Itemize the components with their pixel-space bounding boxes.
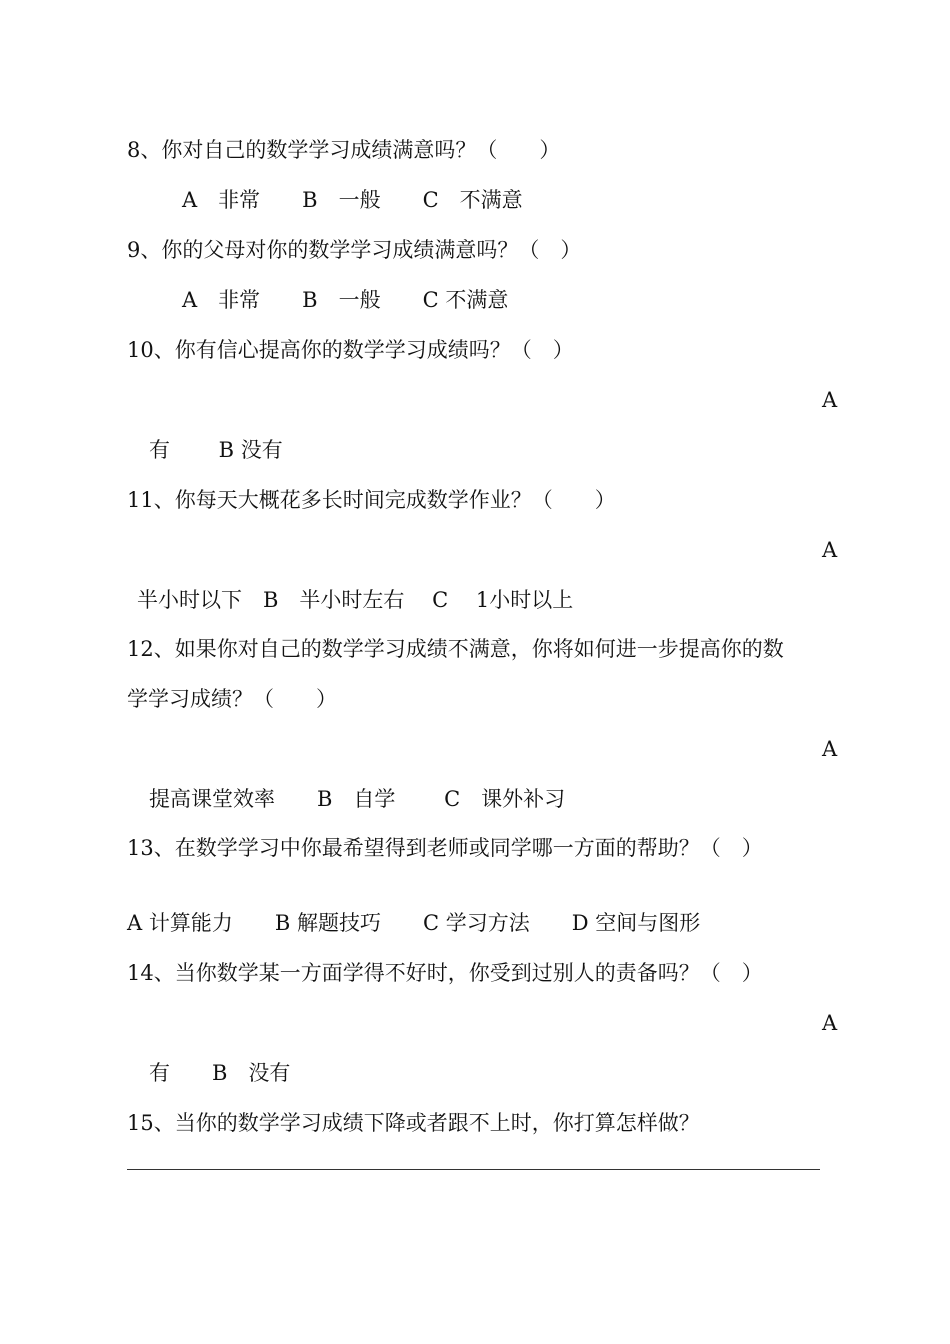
question-10-options: 有 B 没有 xyxy=(149,438,283,462)
question-13-options: A 计算能力 B 解题技巧 C 学习方法 D 空间与图形 xyxy=(127,911,701,935)
question-12-text-line2: 学学习成绩？（ ） xyxy=(127,687,337,711)
question-12-option-a-letter: A xyxy=(822,737,838,761)
question-9-text: 9、你的父母对你的数学学习成绩满意吗？（ ） xyxy=(127,238,582,262)
question-11-options: 半小时以下 B 半小时左右 C 1小时以上 xyxy=(137,588,574,612)
question-14-text: 14、当你数学某一方面学得不好时，你受到过别人的责备吗？（ ） xyxy=(127,961,763,985)
question-9-options: A 非常 B 一般 C 不满意 xyxy=(182,288,509,312)
question-12-text-line1: 12、如果你对自己的数学学习成绩不满意，你将如何进一步提高你的数 xyxy=(127,637,784,661)
question-8-text: 8、你对自己的数学学习成绩满意吗？（ ） xyxy=(127,138,561,162)
question-14-option-a-letter: A xyxy=(822,1011,838,1035)
question-13-text: 13、在数学学习中你最希望得到老师或同学哪一方面的帮助？（ ） xyxy=(127,836,763,860)
question-10-text: 10、你有信心提高你的数学学习成绩吗？（ ） xyxy=(127,338,574,362)
question-11-option-a-letter: A xyxy=(822,538,838,562)
question-14-options: 有 B 没有 xyxy=(149,1061,291,1085)
question-15-text: 15、当你的数学学习成绩下降或者跟不上时，你打算怎样做？ xyxy=(127,1111,700,1135)
question-11-text: 11、你每天大概花多长时间完成数学作业？（ ） xyxy=(127,488,616,512)
question-12-options: 提高课堂效率 B 自学 C 课外补习 xyxy=(149,787,566,811)
question-8-options: A 非常 B 一般 C 不满意 xyxy=(182,188,523,212)
question-10-option-a-letter: A xyxy=(822,388,838,412)
answer-blank-line[interactable] xyxy=(127,1169,820,1170)
